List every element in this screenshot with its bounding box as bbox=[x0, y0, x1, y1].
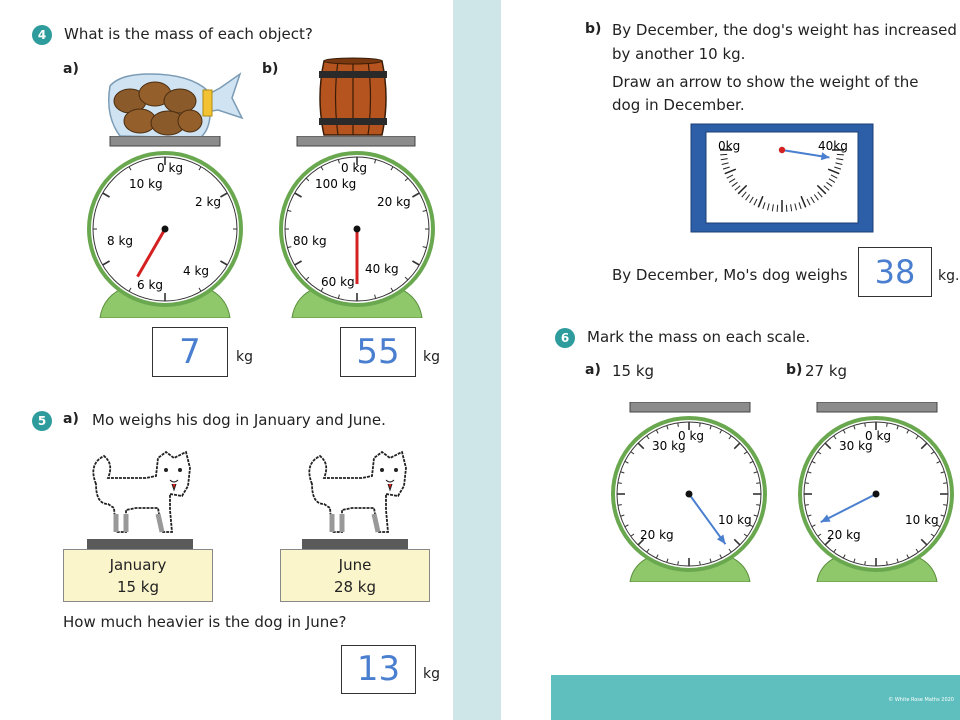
dial-tick bbox=[943, 505, 947, 506]
question-6-text: Mark the mass on each scale. bbox=[587, 328, 811, 346]
scale-4a-label-4: 4 kg bbox=[183, 264, 210, 278]
dog-june-plate bbox=[280, 549, 430, 602]
dog-june-weight: 28 kg bbox=[333, 578, 377, 596]
dial-tick bbox=[756, 505, 760, 506]
dial-tick bbox=[756, 483, 760, 484]
december-dial-tick bbox=[777, 205, 778, 212]
december-dial-tick bbox=[720, 154, 727, 155]
q5b-line-3: Draw an arrow to show the weight of the bbox=[612, 73, 919, 91]
q5b-label: b) bbox=[585, 21, 602, 37]
question-5-badge: 5 bbox=[32, 411, 52, 431]
q5a-follow-up: How much heavier is the dog in June? bbox=[63, 613, 347, 631]
dial-tick bbox=[887, 423, 888, 427]
scale-4a-label-10: 10 kg bbox=[129, 177, 163, 191]
dial-tick bbox=[865, 423, 866, 427]
scale-4a-label-6: 6 kg bbox=[137, 278, 164, 292]
q4a-label: a) bbox=[63, 61, 79, 77]
potato-bag-image bbox=[100, 66, 245, 144]
q4a-unit: kg bbox=[236, 349, 253, 365]
q6a-label: a) bbox=[585, 362, 601, 378]
scale-4a bbox=[85, 136, 245, 318]
scale-6b-label-10: 10 kg bbox=[905, 513, 939, 527]
december-dial-tick bbox=[837, 154, 844, 155]
dial-tick bbox=[678, 561, 679, 565]
copyright-text: © White Rose Maths 2020 bbox=[888, 697, 954, 703]
barrel-image bbox=[316, 57, 390, 139]
scale-4b-label-20: 20 kg bbox=[377, 195, 411, 209]
scale-6b-label-0: 0 kg bbox=[865, 429, 892, 443]
scale-6a-label-0: 0 kg bbox=[678, 429, 705, 443]
footer-band bbox=[551, 675, 960, 720]
dial-tick bbox=[865, 561, 866, 565]
scale-4b-label-100: 100 kg bbox=[315, 177, 357, 191]
scale-4a-label-8: 8 kg bbox=[107, 234, 134, 248]
scale-6a-label-30: 30 kg bbox=[652, 439, 686, 453]
december-answer-box[interactable]: 38 bbox=[858, 247, 932, 297]
december-dial-scale bbox=[690, 123, 874, 233]
q6a-value: 15 kg bbox=[612, 362, 655, 380]
december-dial-pivot bbox=[779, 147, 785, 153]
dog-june-month: June bbox=[338, 556, 372, 574]
december-unit: kg. bbox=[938, 268, 960, 284]
scale-6a-label-20: 20 kg bbox=[640, 528, 674, 542]
q6b-label: b) bbox=[786, 362, 803, 378]
q4b-label: b) bbox=[262, 61, 279, 77]
december-dial-left-label: 0kg bbox=[718, 139, 741, 153]
q4b-unit: kg bbox=[423, 349, 440, 365]
scale-4b bbox=[277, 136, 437, 318]
dial-tick bbox=[618, 483, 622, 484]
q5a-answer-box[interactable]: 13 bbox=[341, 645, 416, 694]
question-4-text: What is the mass of each object? bbox=[64, 25, 313, 43]
question-6-badge: 6 bbox=[555, 328, 575, 348]
dog-june-image bbox=[302, 444, 414, 544]
scale-4a-label-0: 0 kg bbox=[157, 161, 184, 175]
dial-tick bbox=[805, 483, 809, 484]
dial-tick bbox=[943, 483, 947, 484]
question-5-text: Mo weighs his dog in January and June. bbox=[92, 411, 386, 429]
q5a-unit: kg bbox=[423, 666, 440, 682]
scale-4b-label-60: 60 kg bbox=[321, 275, 355, 289]
scale-6a[interactable] bbox=[610, 402, 770, 582]
dial-tick bbox=[700, 423, 701, 427]
december-sentence: By December, Mo's dog weighs bbox=[612, 266, 848, 284]
scale-4b-label-80: 80 kg bbox=[293, 234, 327, 248]
dog-january-month: January bbox=[109, 556, 167, 574]
december-dial-right-label: 40kg bbox=[818, 139, 848, 153]
dial-tick bbox=[618, 505, 622, 506]
q5a-label: a) bbox=[63, 411, 79, 427]
scale-6a-label-10: 10 kg bbox=[718, 513, 752, 527]
dog-january-image bbox=[86, 444, 198, 544]
dog-january-plate bbox=[63, 549, 213, 602]
q5b-line-2: by another 10 kg. bbox=[612, 45, 746, 63]
scale-4b-label-40: 40 kg bbox=[365, 262, 399, 276]
dial-tick bbox=[805, 505, 809, 506]
december-dial-tick bbox=[786, 205, 787, 212]
question-4-badge: 4 bbox=[32, 25, 52, 45]
dial-tick bbox=[700, 561, 701, 565]
dog-january-weight: 15 kg bbox=[116, 578, 160, 596]
q4a-answer-box[interactable]: 7 bbox=[152, 327, 228, 377]
scale-6b-label-20: 20 kg bbox=[827, 528, 861, 542]
q6b-value: 27 kg bbox=[805, 362, 848, 380]
dial-tick bbox=[887, 561, 888, 565]
dial-tick bbox=[678, 423, 679, 427]
scale-4a-label-2: 2 kg bbox=[195, 195, 222, 209]
q5b-line-4: dog in December. bbox=[612, 96, 745, 114]
q5b-line-1: By December, the dog's weight has increased bbox=[612, 21, 957, 39]
page-gutter bbox=[453, 0, 501, 720]
scale-6b-label-30: 30 kg bbox=[839, 439, 873, 453]
q4b-answer-box[interactable]: 55 bbox=[340, 327, 416, 377]
scale-6b[interactable] bbox=[797, 402, 957, 582]
scale-4b-label-0: 0 kg bbox=[341, 161, 368, 175]
